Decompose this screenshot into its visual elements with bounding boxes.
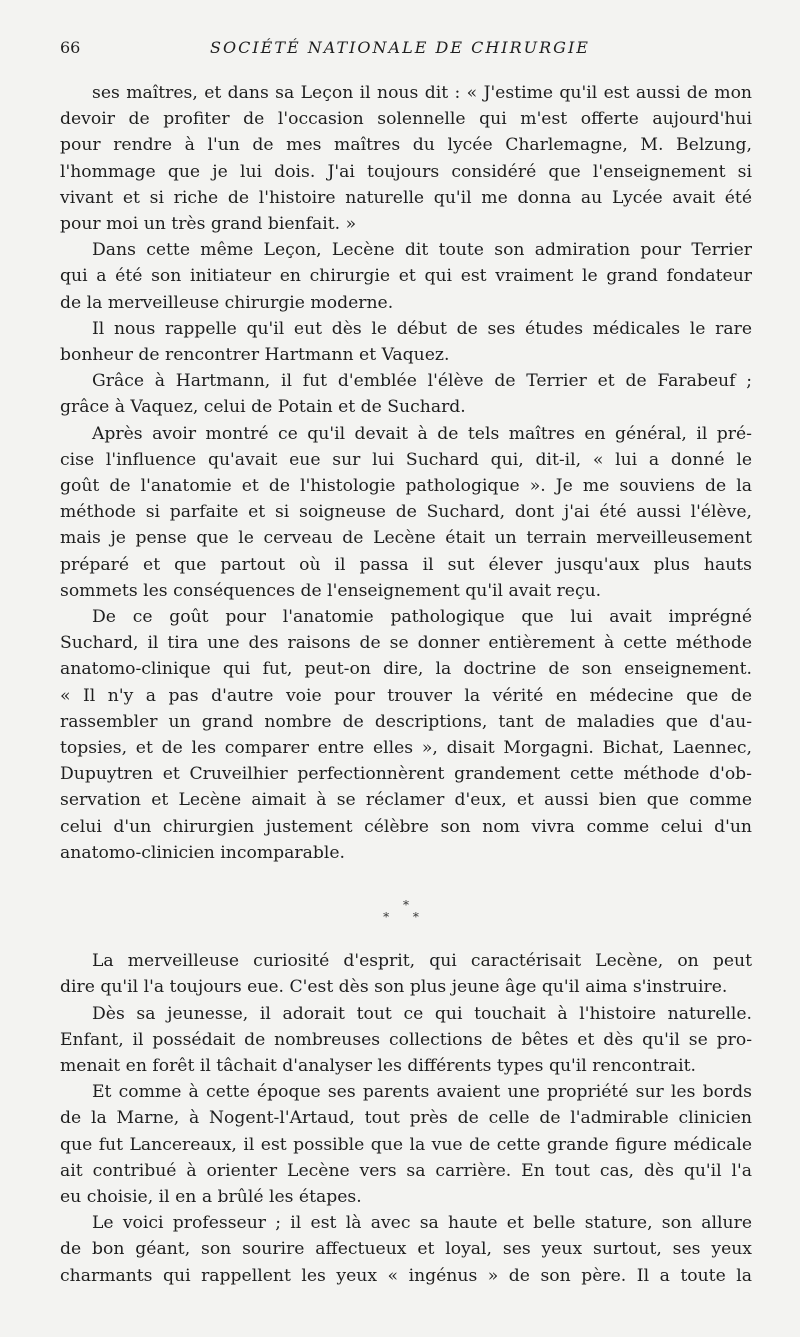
paragraph bbox=[60, 604, 752, 866]
text-line: Dupuytren et Cruveilhier perfectionnèrent grandement cette méthode d'ob- bbox=[60, 764, 752, 785]
text-line: bonheur de rencontrer Hartmann et Vaquez. bbox=[60, 345, 450, 366]
text-line: rassembler un grand nombre de descriptions, tant de maladies que d'au- bbox=[60, 711, 752, 732]
separator-star-top: * bbox=[403, 898, 409, 913]
paragraph bbox=[60, 1001, 752, 1080]
text-line: ses maîtres, et dans sa Leçon il nous dit : « J'estime qu'il est aussi de mon bbox=[92, 83, 752, 103]
text-line: cise l'influence qu'avait eue sur lui Suchard qui, dit-il, « lui a donné le bbox=[60, 449, 752, 470]
body-text bbox=[60, 80, 752, 1289]
text-line: menait en forêt il tâchait d'analyser les différents types qu'il rencontrait. bbox=[60, 1055, 696, 1076]
section-after-separator bbox=[60, 948, 752, 1289]
paragraph bbox=[60, 421, 752, 604]
text-line: devoir de profiter de l'occasion solennelle qui m'est offerte aujourd'hui bbox=[60, 109, 752, 130]
text-line: mais je pense que le cerveau de Lecène était un terrain merveilleusement bbox=[60, 528, 752, 549]
text-line: topsies, et de les comparer entre elles », disait Morgagni. Bichat, Laennec, bbox=[60, 738, 752, 759]
text-line: sommets les conséquences de l'enseignement qu'il avait reçu. bbox=[60, 580, 602, 601]
text-line: de bon géant, son sourire affectueux et loyal, ses yeux surtout, ses yeux bbox=[60, 1239, 752, 1260]
text-line: celui d'un chirurgien justement célèbre son nom vivra comme celui d'un bbox=[60, 816, 752, 837]
text-line: qui a été son initiateur en chirurgie et qui est vraiment le grand fondateur bbox=[60, 266, 752, 287]
text-line: l'hommage que je lui dois. J'ai toujours considéré que l'enseignement si bbox=[60, 161, 752, 182]
page-header bbox=[60, 38, 760, 62]
text-line: Et comme à cette époque ses parents avaient une propriété sur les bords bbox=[92, 1082, 752, 1103]
separator-stars-bottom: * * bbox=[383, 910, 429, 925]
text-line: grâce à Vaquez, celui de Potain et de Suchard. bbox=[60, 397, 466, 418]
text-line: Il nous rappelle qu'il eut dès le début de ses études médicales le rare bbox=[92, 318, 752, 339]
paragraph bbox=[60, 1210, 752, 1289]
text-line: La merveilleuse curiosité d'esprit, qui caractérisait Lecène, on peut bbox=[92, 951, 752, 972]
text-line: méthode si parfaite et si soigneuse de Suchard, dont j'ai été aussi l'élève, bbox=[60, 502, 752, 523]
text-line: servation et Lecène aimait à se réclamer d'eux, et aussi bien que comme bbox=[60, 790, 752, 811]
section-separator bbox=[60, 866, 752, 948]
paragraph bbox=[60, 1079, 752, 1210]
text-line: Après avoir montré ce qu'il devait à de tels maîtres en général, il pré- bbox=[92, 423, 752, 444]
text-line: préparé et que partout où il passa il sut élever jusqu'aux plus hauts bbox=[60, 554, 752, 575]
text-line: anatomo-clinique qui fut, peut-on dire, la doctrine de son enseignement. bbox=[60, 659, 752, 680]
text-line: pour moi un très grand bienfait. » bbox=[60, 214, 357, 235]
text-line: Dans cette même Leçon, Lecène dit toute son admiration pour Terrier bbox=[92, 240, 752, 261]
text-line: vivant et si riche de l'histoire naturelle qu'il me donna au Lycée avait été bbox=[60, 187, 752, 208]
text-line: que fut Lancereaux, il est possible que la vue de cette grande figure médicale bbox=[60, 1134, 752, 1155]
page-number: 66 bbox=[60, 38, 81, 57]
text-line: de la Marne, à Nogent-l'Artaud, tout près de celle de l'admirable clinicien bbox=[60, 1108, 752, 1129]
paragraph bbox=[60, 368, 752, 420]
running-title: SOCIÉTÉ NATIONALE DE CHIRURGIE bbox=[210, 38, 590, 57]
text-line: goût de l'anatomie et de l'histologie pathologique ». Je me souviens de la bbox=[60, 476, 752, 497]
paragraph bbox=[60, 316, 752, 368]
text-line: Grâce à Hartmann, il fut d'emblée l'élève de Terrier et de Farabeuf ; bbox=[92, 371, 752, 392]
text-line: Enfant, il possédait de nombreuses collections de bêtes et dès qu'il se pro- bbox=[60, 1029, 752, 1050]
text-line: « Il n'y a pas d'autre voie pour trouver la vérité en médecine que de bbox=[60, 685, 752, 706]
text-line: anatomo-clinicien incomparable. bbox=[60, 842, 345, 863]
paragraph bbox=[60, 80, 752, 237]
text-line: Le voici professeur ; il est là avec sa haute et belle stature, son allure bbox=[92, 1213, 752, 1234]
text-line: De ce goût pour l'anatomie pathologique que lui avait imprégné bbox=[92, 607, 752, 628]
text-line: Dès sa jeunesse, il adorait tout ce qui touchait à l'histoire naturelle. bbox=[92, 1003, 752, 1024]
text-line: de la merveilleuse chirurgie moderne. bbox=[60, 292, 394, 313]
text-line: pour rendre à l'un de mes maîtres du lycée Charlemagne, M. Belzung, bbox=[60, 135, 752, 156]
text-line: charmants qui rappellent les yeux « ingénus » de son père. Il a toute la bbox=[60, 1265, 752, 1286]
paragraph bbox=[60, 237, 752, 316]
text-line: Suchard, il tira une des raisons de se donner entièrement à cette méthode bbox=[60, 633, 752, 654]
paragraph bbox=[60, 948, 752, 1000]
text-line: ait contribué à orienter Lecène vers sa carrière. En tout cas, dès qu'il l'a bbox=[60, 1160, 752, 1181]
text-line: eu choisie, il en a brûlé les étapes. bbox=[60, 1186, 362, 1207]
text-line: dire qu'il l'a toujours eue. C'est dès son plus jeune âge qu'il aima s'instruire. bbox=[60, 977, 728, 998]
section-before-separator bbox=[60, 80, 752, 866]
